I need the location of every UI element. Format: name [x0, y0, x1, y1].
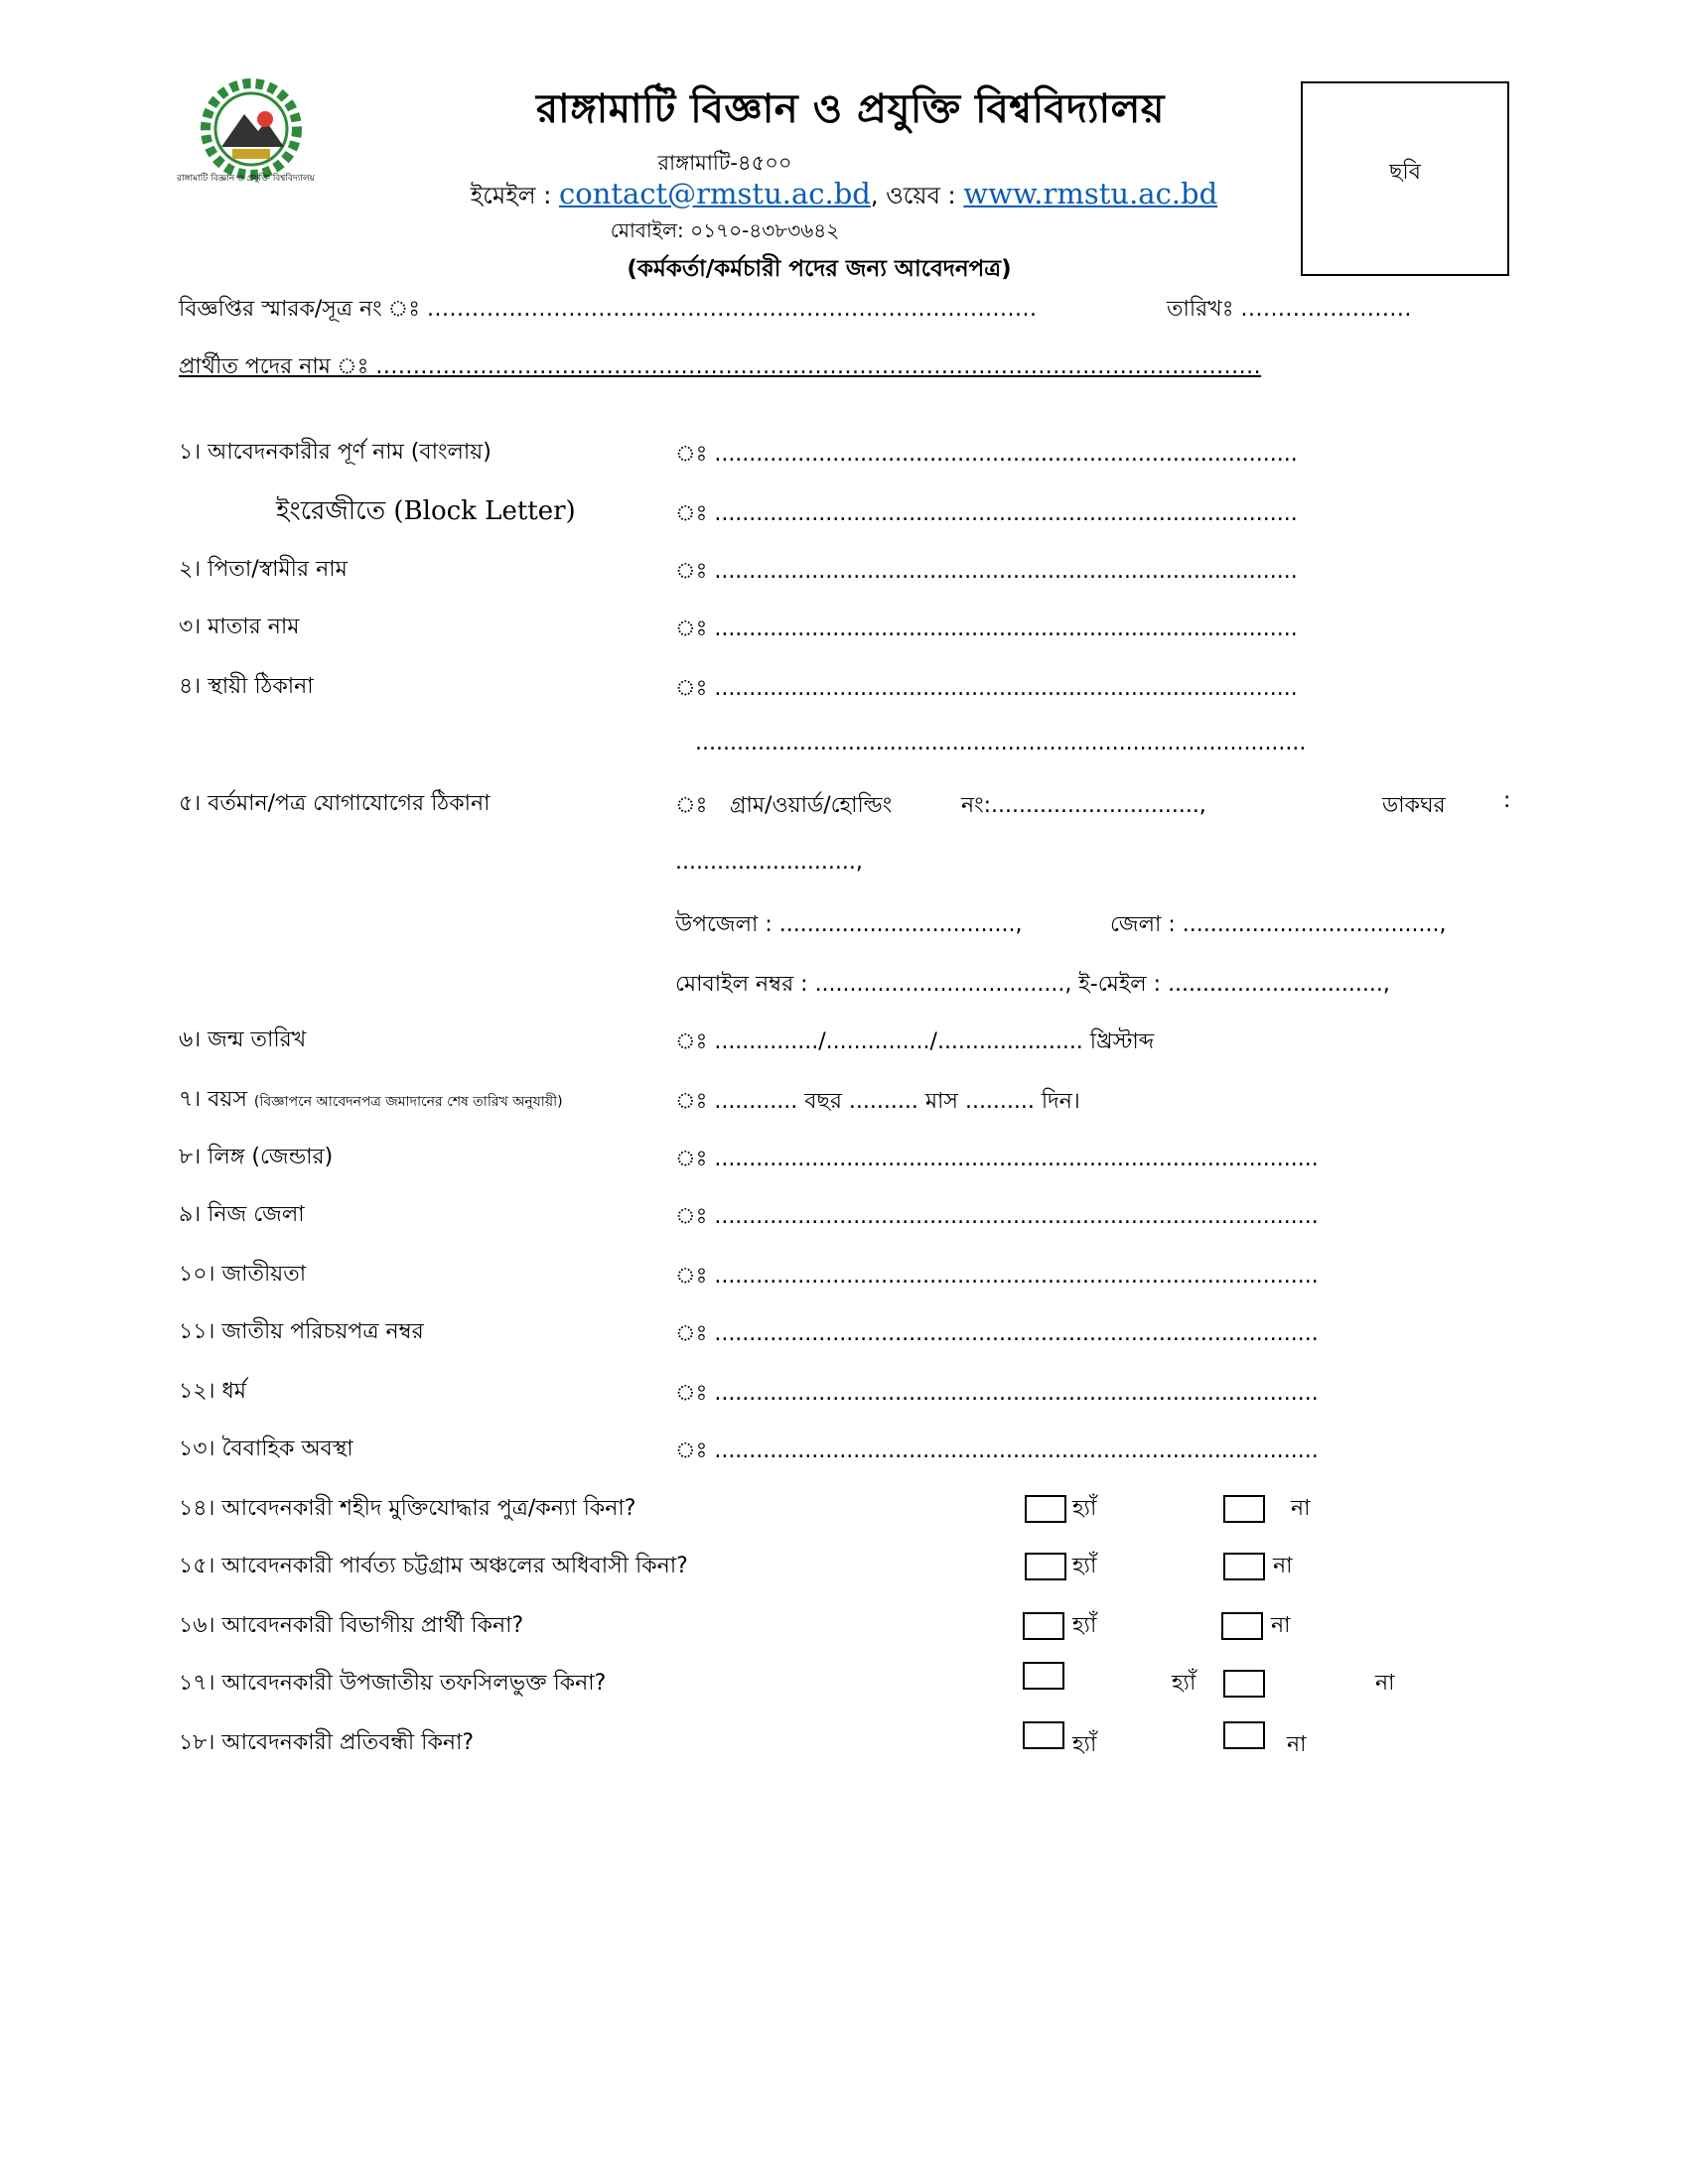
colon: ঃ: [675, 1204, 708, 1229]
postcode: রাঙ্গামাটি-৪৫০০: [657, 151, 792, 175]
colon: ঃ: [675, 1029, 708, 1054]
no-label: না: [1271, 1613, 1291, 1638]
dots: ....................................................................................: [714, 442, 1298, 467]
university-title: রাঙ্গামাটি বিজ্ঞান ও প্রযুক্তি বিশ্ববিদ্যালয়: [536, 86, 1165, 132]
no-checkbox[interactable]: [1223, 1495, 1265, 1523]
date-label: তারিখঃ: [1167, 297, 1234, 322]
dots: .......................................................................................: [714, 1264, 1319, 1289]
field-input-father[interactable]: [675, 554, 1298, 591]
form-title: (কর্মকর্তা/কর্মচারী পদের জন্য আবেদনপত্র): [627, 256, 1012, 282]
colon: ঃ: [675, 559, 708, 584]
dots: .......................................................................................: [714, 1321, 1319, 1346]
colon: ঃ: [675, 793, 708, 818]
colon: ঃ: [675, 676, 708, 701]
field-input-marital-status[interactable]: [675, 1433, 1319, 1470]
no-checkbox[interactable]: [1223, 1553, 1265, 1580]
field-label-father: ২। পিতা/স্বামীর নাম: [179, 557, 348, 582]
field-input-permanent-address[interactable]: [675, 671, 1298, 708]
yes-checkbox[interactable]: [1025, 1553, 1066, 1580]
colon: ঃ: [675, 442, 708, 467]
colon: ঃ: [675, 1264, 708, 1289]
no-checkbox[interactable]: [1221, 1612, 1263, 1640]
field-input-gender[interactable]: [675, 1142, 1319, 1178]
no-label: না: [1375, 1671, 1395, 1696]
question-label-departmental: ১৬। আবেদনকারী বিভাগীয় প্রার্থী কিনা?: [179, 1613, 524, 1638]
yes-label: হ্যাঁ: [1172, 1671, 1196, 1696]
field-label-religion: ১২। ধর্ম: [179, 1379, 246, 1404]
memo-row: [179, 292, 1037, 329]
colon: ঃ: [675, 501, 708, 526]
field-input-post-office[interactable]: ..........................,: [675, 850, 863, 875]
question-label-freedom-fighter: ১৪। আবেদনকারী শহীদ মুক্তিযোদ্ধার পুত্র/কন্যা কিনা?: [179, 1496, 636, 1521]
field-input-upazila[interactable]: উপজেলা : ..................................,: [675, 912, 1023, 937]
field-label-permanent-address: ৪। স্থায়ী ঠিকানা: [179, 674, 314, 699]
memo-label: বিজ্ঞপ্তির স্মারক/সূত্র নং ঃ: [179, 297, 421, 322]
no-checkbox[interactable]: [1223, 1670, 1265, 1698]
post-label: প্রার্থীত পদের নাম ঃ: [179, 354, 369, 379]
date-field[interactable]: .......................: [1240, 297, 1412, 322]
dots: .......................................................................................: [714, 1147, 1319, 1171]
field-label-marital-status: ১৩। বৈবাহিক অবস্থা: [179, 1436, 353, 1461]
dob-value: .............../.............../..................... খ্রিস্টাব্দ: [714, 1029, 1155, 1054]
dots: ....................................................................................: [714, 559, 1298, 584]
post-row: [179, 349, 1261, 386]
email-label: ইমেইল :: [470, 182, 559, 209]
colon: ঃ: [675, 616, 708, 641]
colon: ঃ: [675, 1147, 708, 1171]
field-input-age[interactable]: [675, 1084, 1080, 1121]
field-input-dob[interactable]: [675, 1024, 1154, 1061]
field-input-mother[interactable]: [675, 612, 1298, 648]
field-label-mother: ৩। মাতার নাম: [179, 614, 300, 639]
field-input-religion[interactable]: [675, 1376, 1319, 1413]
field-label-home-district: ৯। নিজ জেলা: [179, 1202, 305, 1227]
web-link[interactable]: www.rmstu.ac.bd: [963, 177, 1218, 210]
web-label: , ওয়েব :: [870, 182, 964, 209]
dots: .......................................................................................: [714, 1204, 1319, 1229]
dots: .......................................................................................: [714, 1381, 1319, 1406]
field-input-nationality[interactable]: [675, 1259, 1319, 1296]
field-input-name-english[interactable]: [675, 496, 1298, 533]
age-label: ৭। বয়স: [179, 1087, 247, 1112]
yes-checkbox[interactable]: [1023, 1612, 1064, 1640]
photo-label: ছবি: [1389, 160, 1421, 185]
field-label-nationality: ১০। জাতীয়তা: [179, 1262, 307, 1287]
field-label-present-address: ৫। বর্তমান/পত্র যোগাযোগের ঠিকানা: [179, 791, 491, 816]
age-note: (বিজ্ঞাপনে আবেদনপত্র জমাদানের শেষ তারিখ অনুযায়ী): [253, 1094, 563, 1110]
field-input-nid[interactable]: [675, 1316, 1319, 1353]
mobile-line: মোবাইল: ০১৭০-৪৩৮৩৬৪২: [610, 218, 840, 242]
post-field[interactable]: .......................................................................................................................: [375, 354, 1262, 379]
yes-label: হ্যাঁ: [1072, 1554, 1097, 1578]
no-checkbox[interactable]: [1223, 1721, 1265, 1749]
field-input-home-district[interactable]: [675, 1199, 1319, 1236]
field-input-permanent-address-cont[interactable]: ........................................................................................: [695, 731, 1307, 755]
yes-checkbox[interactable]: [1023, 1662, 1064, 1690]
field-input-mobile-email[interactable]: মোবাইল নম্বর : ...................................., ই-মেইল : ...............................,: [675, 972, 1390, 997]
email-link[interactable]: contact@rmstu.ac.bd: [558, 177, 871, 210]
dots: ....................................................................................: [714, 676, 1298, 701]
field-label-gender: ৮। লিঙ্গ (জেন্ডার): [179, 1145, 334, 1169]
field-input-district[interactable]: জেলা : .....................................,: [1110, 912, 1447, 937]
field-label-name-bangla: ১। আবেদনকারীর পূর্ণ নাম (বাংলায়): [179, 440, 492, 465]
field-input-holding-no[interactable]: নং:..............................,: [961, 793, 1206, 818]
no-label: না: [1273, 1554, 1293, 1578]
question-label-disabled: ১৮। আবেদনকারী প্রতিবন্ধী কিনা?: [179, 1730, 475, 1755]
dots: .......................................................................................: [714, 1438, 1319, 1463]
memo-field[interactable]: ..................................................................................: [427, 297, 1038, 322]
post-office-colon: :: [1503, 788, 1511, 813]
logo-caption: রাঙ্গামাটি বিজ্ঞান ও প্রযুক্তি বিশ্ববিদ্যালয়: [177, 174, 315, 184]
colon: ঃ: [675, 1381, 708, 1406]
colon: ঃ: [675, 1321, 708, 1346]
yes-label: হ্যাঁ: [1072, 1496, 1097, 1521]
question-label-tribal: ১৭। আবেদনকারী উপজাতীয় তফসিলভুক্ত কিনা?: [179, 1671, 607, 1696]
photo-box[interactable]: [1301, 81, 1509, 276]
field-label-name-english: ইংরেজীতে (Block Letter): [276, 496, 576, 526]
age-value: ............ বছর .......... মাস .......... দিন।: [714, 1089, 1080, 1114]
dots: ....................................................................................: [714, 501, 1298, 526]
yes-label: হ্যাঁ: [1072, 1613, 1097, 1638]
yes-checkbox[interactable]: [1023, 1721, 1064, 1749]
yes-checkbox[interactable]: [1025, 1495, 1066, 1523]
field-label-nid: ১১। জাতীয় পরিচয়পত্র নম্বর: [179, 1319, 424, 1344]
field-input-name-bangla[interactable]: [675, 437, 1298, 474]
colon: ঃ: [675, 1089, 708, 1114]
field-label-age: [179, 1082, 563, 1119]
field-label-dob: ৬। জন্ম তারিখ: [179, 1027, 307, 1052]
question-label-hill-tracts: ১৫। আবেদনকারী পার্বত্য চট্টগ্রাম অঞ্চলের অধিবাসী কিনা?: [179, 1554, 688, 1578]
colon: ঃ: [675, 1438, 708, 1463]
dots: ....................................................................................: [714, 616, 1298, 641]
yes-label: হ্যাঁ: [1072, 1732, 1097, 1757]
village-label: গ্রাম/ওয়ার্ড/হোল্ডিং: [730, 793, 893, 818]
no-label: না: [1287, 1732, 1307, 1757]
no-label: না: [1291, 1496, 1311, 1521]
date-row: [1167, 292, 1412, 329]
post-office-label: ডাকঘর: [1382, 793, 1446, 818]
